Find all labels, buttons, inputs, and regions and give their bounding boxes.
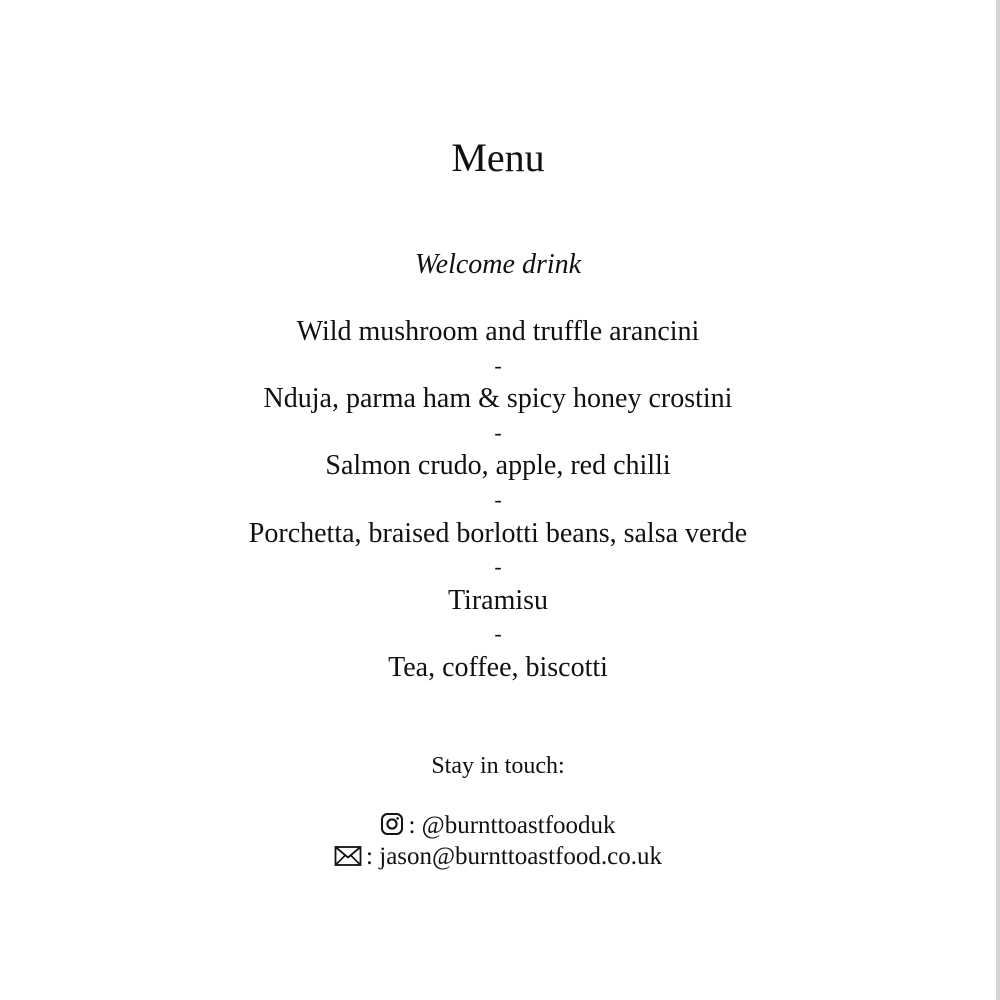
course-separator: -: [494, 554, 502, 580]
instagram-contact: [0, 810, 996, 845]
stay-in-touch-heading: Stay in touch:: [431, 753, 565, 779]
course-item: Salmon crudo, apple, red chilli: [325, 450, 671, 482]
email-address[interactable]: : jason@burnttoastfood.co.uk: [366, 843, 662, 870]
mail-icon: [334, 844, 362, 876]
course-item: Nduja, parma ham & spicy honey crostini: [263, 383, 733, 415]
course-item: Tiramisu: [447, 584, 549, 616]
page-edge-scrollbar: [996, 0, 1000, 1000]
course-item: Tea, coffee, biscotti: [388, 651, 608, 683]
course-separator: -: [494, 621, 502, 647]
course-separator: -: [494, 486, 502, 512]
email-contact: [0, 841, 996, 876]
course-list: [0, 315, 996, 685]
course-separator: -: [494, 419, 502, 445]
course-item: Wild mushroom and truffle arancini: [296, 316, 700, 347]
course-separator: -: [494, 352, 502, 378]
welcome-drink: Welcome drink: [414, 249, 582, 280]
page-title: Menu: [451, 135, 545, 180]
instagram-handle[interactable]: : @burnttoastfooduk: [408, 812, 616, 839]
course-item: Porchetta, braised borlotti beans, salsa verde: [248, 517, 748, 549]
